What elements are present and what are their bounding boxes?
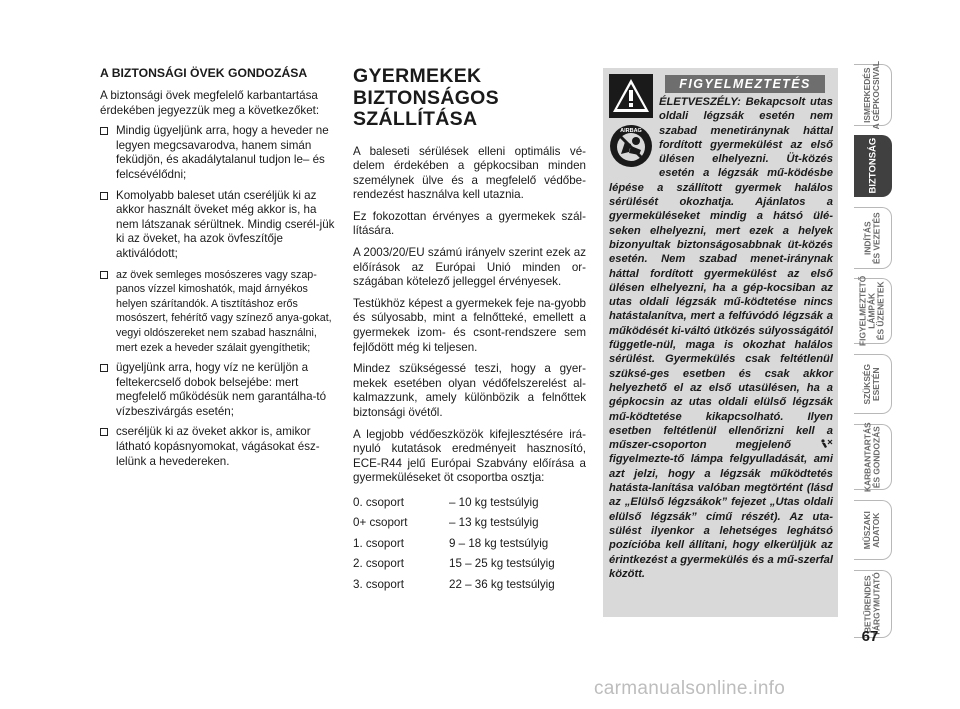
paragraph: Ez fokozottan érvényes a gyermekek szál-lítására. [353, 209, 586, 238]
warning-text: ÉLETVESZÉLY: Bekapcsolt utas oldali légzsák esetén nem szabad menetiránynak háttal fordított gyermekülést az első ülésen elhelyezni. Üt-közés esetén a légzsák mű-ködésbe lépése a szállított gyermek halálos sérülését okozhatja. Ajánlatos a gyermeküléseket mindig a hátsó ülé-seken elhelyezni, mert ezek a helyek bizonyultak biztonságosabbnak üt-közés esetén. Nem szabad menet-iránynak háttal fordított gyermekülést az első ülésen elhelyezni, ha a gép-kocsiban az utas oldali légzsák mű-ködtetése nincs hatástalanítva, mert a felfúvódó légzsák a működését ki-váltó ütközés súlyosságától függetle-nül, maga is okozhat halálos sérülést. Gyermekülés csak feltétlenül szüksé-ges esetben és csak akkor helyezhető el az első utasülésen, ha a gépkocsin az utas oldali elülső légzsák mű-ködtetése kikapcsolható. Ilyen esetben feltétlenül ellenőrizni kell a műszer-csoporton megjelenő figyelmezte-tő lámpa felgyulladását, ami azt jelzi, hogy a légzsák működtetés hatásta-lanítása valóban megtörtént (lásd az „Elülső légzsákok” fejezet „Utas oldali elülső légzsák” című részét). Az uta-sülést ilyenkor a lehetséges leghátsó pozícióba kell állítani, hogy elkerüljük az érintkezést a gyermekülés és a mű-szerfal között. [609, 96, 833, 580]
list-item: cseréljük ki az öveket akkor is, amikor látható kopásnyomokat, vágásokat ész-lelünk a hevedereken. [100, 425, 337, 469]
checkbox-bullet-icon [100, 127, 108, 135]
page-title: GYERMEKEK BIZTONSÁGOS SZÁLLÍTÁSA [353, 65, 499, 130]
paragraph: Mindez szükségessé teszi, hogy a gyer-mekek esetében olyan védőfelszerelést al-kalmazzunk, amely különbözik a felnőttek biztonsági övétől. [353, 362, 586, 419]
tab-biztonsag[interactable]: BIZTONSÁG [854, 135, 892, 197]
tab-inditas[interactable]: INDÍTÁS ÉS VEZETÉS [854, 207, 892, 269]
list-item: ügyeljünk arra, hogy víz ne kerüljön a feltekercselő dobok belsejébe: mert megfelelő működésük nem garantálha-tó vízbeszivárgás esetén; [100, 361, 337, 419]
list-item: 3. csoport 22 – 36 kg testsúlyig [353, 577, 555, 591]
section-intro: A biztonsági övek megfelelő karbantartása érdekében jegyezzük meg a következőket: [100, 89, 320, 117]
weight-groups-list [353, 493, 586, 596]
warning-box [603, 68, 838, 617]
page-number: 67 [861, 628, 879, 645]
tab-ismerkedes[interactable]: ISMERKEDÉS A GÉPKOCSIVAL [854, 64, 892, 126]
watermark: carmanualsonline.info [594, 678, 786, 699]
section-title: A BIZTONSÁGI ÖVEK GONDOZÁSA [100, 66, 308, 80]
tab-beturendes[interactable]: BETŰRENDES TÁRGYMUTATÓ [854, 570, 892, 638]
list-item: 0+ csoport – 13 kg testsúlyig [353, 516, 539, 530]
seatbelt-care-section [100, 66, 337, 475]
checkbox-bullet-icon [100, 364, 108, 372]
checkbox-bullet-icon [100, 271, 108, 279]
checkbox-bullet-icon [100, 428, 108, 436]
checkbox-bullet-icon [100, 192, 108, 200]
warning-title: FIGYELMEZTETÉS [665, 75, 825, 93]
list-item: Mindig ügyeljünk arra, hogy a heveder ne legyen megcsavarodva, hanem simán feküdjön, és akadálytalanul tudjon le– és felcsévélődni; [100, 124, 337, 182]
paragraph: A 2003/20/EU számú irányelv szerint ezek az előírások az Európai Unió minden or-szágában kötelező jelleggel érvényesek. [353, 246, 586, 289]
svg-text:AIRBAG: AIRBAG [620, 128, 642, 134]
tab-figyelmezteto[interactable]: FIGYELMEZTETŐ LÁMPÁK ÉS ÜZENETEK [854, 278, 892, 344]
list-item: 0. csoport – 10 kg testsúlyig [353, 495, 539, 509]
care-list [100, 124, 337, 469]
list-item: 1. csoport 9 – 18 kg testsúlyig [353, 536, 549, 550]
paragraph: A legjobb védőeszközök kifejlesztésére irá-nyuló kutatások eredményeit hasznosító, ECE-R44 jelű Európai Szabvány előírása a gyermeküléseket öt csoportba osztja: [353, 427, 586, 485]
airbag-off-indicator-icon [820, 439, 833, 449]
list-item: 2. csoport 15 – 25 kg testsúlyig [353, 557, 555, 571]
paragraph: Testükhöz képest a gyermekek feje na-gyobb és súlyosabb, mint a felnőtteké, emellett a gyermekek izom- és csont-rendszere sem fejlődött még ki teljesen. [353, 296, 586, 354]
list-item: az övek semleges mosószeres vagy szap-panos vízzel kimoshatók, majd árnyékos helyen szárítandók. A tisztításhoz erős mosószert, fehérítő vagy színező anya-gokat, vegyi oldószereket nem szabad használni, mert ezek a heveder szálait gyengíthetik; [100, 268, 337, 356]
tab-muszaki[interactable]: MŰSZAKI ADATOK [854, 500, 892, 560]
child-safety-section [353, 66, 586, 595]
list-item: Komolyabb baleset után cseréljük ki az akkor használt öveket még akkor is, ha nem látszanak sérültnek. Mindig cserél-jük ki az öveket, ha azok övfeszítője aktiválódott; [100, 189, 337, 262]
tab-szukseg[interactable]: SZÜKSÉG ESETÉN [854, 354, 892, 414]
tab-karbantartas[interactable]: KARBANTARTÁS ÉS GONDOZÁS [854, 424, 892, 490]
paragraph: A baleseti sérülések elleni optimális vé-delem érdekében a gépkocsiban minden személynek ülve és a megfelelő védőbe-rendezést használva kell utaznia. [353, 144, 586, 202]
